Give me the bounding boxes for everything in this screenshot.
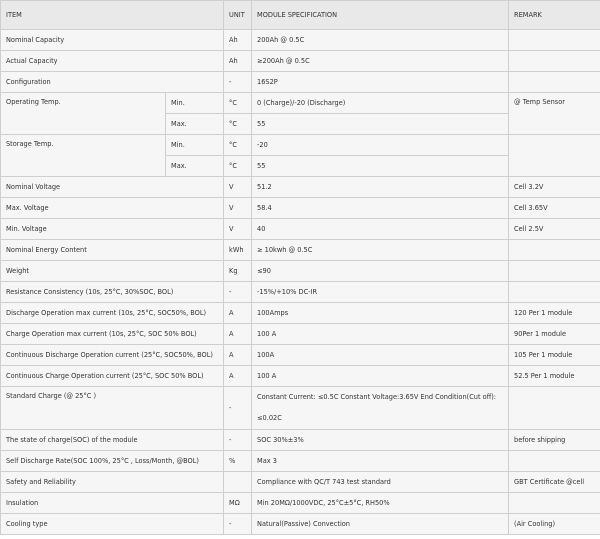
remark-cell: (Air Cooling)	[509, 514, 600, 535]
spec-cell: 100 A	[252, 324, 509, 345]
unit-cell: A	[224, 345, 252, 366]
item-cell: Configuration	[1, 72, 224, 93]
unit-cell: kWh	[224, 240, 252, 261]
table-row	[1, 135, 600, 156]
table-row	[1, 303, 600, 324]
header-unit: UNIT	[224, 1, 252, 30]
unit-cell: V	[224, 198, 252, 219]
spec-cell: SOC 30%±3%	[252, 430, 509, 451]
table-row	[1, 493, 600, 514]
remark-cell: 52.5 Per 1 module	[509, 366, 600, 387]
remark-cell	[509, 240, 600, 261]
spec-cell	[252, 387, 509, 430]
item-cell: Min. Voltage	[1, 219, 224, 240]
item-cell: Safety and Reliability	[1, 472, 224, 493]
table-row	[1, 51, 600, 72]
unit-cell: -	[224, 282, 252, 303]
spec-cell: 51.2	[252, 177, 509, 198]
spec-cell: 100Amps	[252, 303, 509, 324]
spec-cell: 58.4	[252, 198, 509, 219]
unit-cell: °C	[224, 156, 252, 177]
spec-cell: 200Ah @ 0.5C	[252, 30, 509, 51]
table-row	[1, 451, 600, 472]
unit-cell: Kg	[224, 261, 252, 282]
spec-cell: 55	[252, 156, 509, 177]
item-cell: Discharge Operation max current (10s, 25°C, SOC50%, BOL)	[1, 303, 224, 324]
remark-cell	[509, 451, 600, 472]
item-cell: Self Discharge Rate(SOC 100%, 25°C , Loss/Month, @BOL)	[1, 451, 224, 472]
header-spec: MODULE SPECIFICATION	[252, 1, 509, 30]
table-row	[1, 72, 600, 93]
unit-cell: Ah	[224, 30, 252, 51]
item-cell: Continuous Discharge Operation current (25°C, SOC50%, BOL)	[1, 345, 224, 366]
sub-label-cell: Min.	[166, 93, 224, 114]
item-cell: Storage Temp.	[1, 135, 166, 177]
spec-cell: ≥ 10kwh @ 0.5C	[252, 240, 509, 261]
sub-label-cell: Max.	[166, 114, 224, 135]
unit-cell: Ah	[224, 51, 252, 72]
item-cell: Insulation	[1, 493, 224, 514]
remark-cell: 90Per 1 module	[509, 324, 600, 345]
table-row	[1, 219, 600, 240]
unit-cell: V	[224, 219, 252, 240]
remark-cell	[509, 72, 600, 93]
item-cell: Operating Temp.	[1, 93, 166, 135]
item-cell: Cooling type	[1, 514, 224, 535]
unit-cell: -	[224, 387, 252, 430]
item-cell: Max. Voltage	[1, 198, 224, 219]
unit-cell: -	[224, 514, 252, 535]
spec-cell: 40	[252, 219, 509, 240]
item-cell: Actual Capacity	[1, 51, 224, 72]
remark-cell: @ Temp Sensor	[509, 93, 600, 135]
unit-cell: -	[224, 72, 252, 93]
header-row	[1, 1, 600, 30]
remark-cell	[509, 493, 600, 514]
unit-cell: A	[224, 324, 252, 345]
item-cell: Standard Charge (@ 25°C )	[1, 387, 224, 430]
spec-cell: 0 (Charge)/-20 (Discharge)	[252, 93, 509, 114]
table-row	[1, 472, 600, 493]
table-row	[1, 366, 600, 387]
unit-cell: V	[224, 177, 252, 198]
unit-cell: °C	[224, 93, 252, 114]
table-row	[1, 345, 600, 366]
unit-cell: %	[224, 451, 252, 472]
spec-line: Constant Current: ≤0.5C Constant Voltage:3.65V End Condition(Cut off):	[257, 393, 497, 401]
table-row	[1, 177, 600, 198]
item-cell: Weight	[1, 261, 224, 282]
remark-cell: Cell 3.65V	[509, 198, 600, 219]
unit-cell	[224, 472, 252, 493]
spec-cell: ≤90	[252, 261, 509, 282]
unit-cell: °C	[224, 114, 252, 135]
table-row	[1, 93, 600, 114]
table-row	[1, 430, 600, 451]
remark-cell: 105 Per 1 module	[509, 345, 600, 366]
remark-cell: GBT Certificate @cell	[509, 472, 600, 493]
remark-cell: Cell 2.5V	[509, 219, 600, 240]
spec-cell: 55	[252, 114, 509, 135]
table-row	[1, 387, 600, 430]
sub-label-cell: Min.	[166, 135, 224, 156]
spec-cell: Min 20MΩ/1000VDC, 25°C±5°C, RH50%	[252, 493, 509, 514]
item-cell: The state of charge(SOC) of the module	[1, 430, 224, 451]
table-row	[1, 282, 600, 303]
remark-cell	[509, 387, 600, 430]
spec-cell: Compliance with QC/T 743 test standard	[252, 472, 509, 493]
spec-cell: -15%/+10% DC-IR	[252, 282, 509, 303]
table-row	[1, 514, 600, 535]
spec-cell: ≥200Ah @ 0.5C	[252, 51, 509, 72]
table-row	[1, 324, 600, 345]
item-cell: Nominal Energy Content	[1, 240, 224, 261]
item-cell: Resistance Consistency (10s, 25°C, 30%SOC, BOL)	[1, 282, 224, 303]
unit-cell: A	[224, 303, 252, 324]
spec-cell: -20	[252, 135, 509, 156]
spec-cell: 100A	[252, 345, 509, 366]
remark-cell	[509, 282, 600, 303]
table-row	[1, 240, 600, 261]
table-row	[1, 261, 600, 282]
remark-cell: 120 Per 1 module	[509, 303, 600, 324]
spec-line: ≤0.02C	[257, 414, 282, 422]
unit-cell: °C	[224, 135, 252, 156]
remark-cell: Cell 3.2V	[509, 177, 600, 198]
remark-cell	[509, 261, 600, 282]
remark-cell: before shipping	[509, 430, 600, 451]
spec-cell: 16S2P	[252, 72, 509, 93]
header-item: ITEM	[1, 1, 224, 30]
item-cell: Nominal Voltage	[1, 177, 224, 198]
remark-cell	[509, 30, 600, 51]
remark-cell	[509, 135, 600, 177]
spec-cell: Max 3	[252, 451, 509, 472]
item-cell: Continuous Charge Operation current (25°C, SOC 50% BOL)	[1, 366, 224, 387]
spec-cell: Natural(Passive) Convection	[252, 514, 509, 535]
unit-cell: MΩ	[224, 493, 252, 514]
table-row	[1, 198, 600, 219]
unit-cell: -	[224, 430, 252, 451]
remark-cell	[509, 51, 600, 72]
header-remark: REMARK	[509, 1, 600, 30]
spec-cell: 100 A	[252, 366, 509, 387]
item-cell: Charge Operation max current (10s, 25°C, SOC 50% BOL)	[1, 324, 224, 345]
unit-cell: A	[224, 366, 252, 387]
item-cell: Nominal Capacity	[1, 30, 224, 51]
sub-label-cell: Max.	[166, 156, 224, 177]
table-row	[1, 30, 600, 51]
